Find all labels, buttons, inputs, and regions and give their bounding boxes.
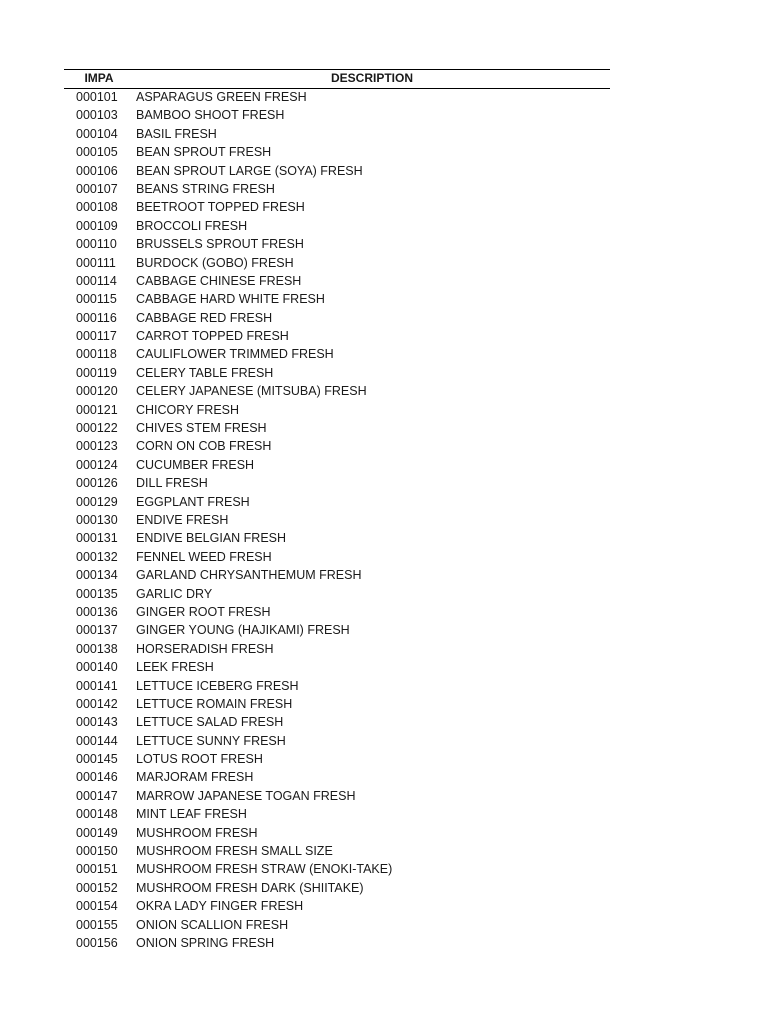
item-description: ONION SCALLION FRESH (136, 917, 289, 932)
item-description: ENDIVE FRESH (136, 512, 229, 527)
impa-code: 000141 (76, 678, 118, 693)
table-row (64, 733, 610, 751)
impa-code: 000105 (76, 145, 118, 160)
table-row (64, 604, 610, 622)
impa-code: 000142 (76, 696, 118, 711)
table-row (64, 438, 610, 456)
impa-code: 000147 (76, 788, 118, 803)
item-description: LETTUCE ROMAIN FRESH (136, 696, 293, 711)
table-row (64, 935, 610, 953)
impa-code: 000124 (76, 457, 118, 472)
impa-code: 000106 (76, 163, 118, 178)
table-row (64, 678, 610, 696)
table-row (64, 549, 610, 567)
item-description: LETTUCE ICEBERG FRESH (136, 678, 299, 693)
table-row (64, 273, 610, 291)
item-description: CELERY JAPANESE (MITSUBA) FRESH (136, 384, 367, 399)
item-description: LETTUCE SUNNY FRESH (136, 733, 286, 748)
table-row (64, 861, 610, 879)
item-description: ONION SPRING FRESH (136, 935, 275, 950)
impa-code: 000126 (76, 476, 118, 491)
item-description: MUSHROOM FRESH (136, 825, 258, 840)
table-row (64, 586, 610, 604)
item-description: MUSHROOM FRESH SMALL SIZE (136, 844, 333, 859)
table-row (64, 622, 610, 640)
table-row (64, 530, 610, 548)
impa-code: 000117 (76, 329, 117, 344)
table-row (64, 898, 610, 916)
table-row (64, 144, 610, 162)
impa-code: 000103 (76, 108, 118, 123)
item-description: BURDOCK (GOBO) FRESH (136, 255, 294, 270)
impa-code: 000114 (76, 273, 117, 288)
impa-code: 000116 (76, 310, 117, 325)
item-description: GARLAND CHRYSANTHEMUM FRESH (136, 568, 362, 583)
item-description: BEETROOT TOPPED FRESH (136, 200, 305, 215)
impa-code: 000150 (76, 844, 118, 859)
item-description: BEAN SPROUT FRESH (136, 145, 272, 160)
table-row (64, 107, 610, 125)
table-row (64, 218, 610, 236)
item-description: ASPARAGUS GREEN FRESH (136, 90, 307, 104)
table-row (64, 714, 610, 732)
item-description: MARJORAM FRESH (136, 770, 254, 785)
table-row (64, 163, 610, 181)
table-row (64, 126, 610, 144)
impa-code: 000156 (76, 935, 118, 950)
table-row (64, 494, 610, 512)
impa-code: 000143 (76, 715, 118, 730)
table-row (64, 696, 610, 714)
item-description: MINT LEAF FRESH (136, 807, 247, 822)
item-description: BEANS STRING FRESH (136, 181, 275, 196)
table-row (64, 310, 610, 328)
item-description: CUCUMBER FRESH (136, 457, 255, 472)
impa-code: 000123 (76, 439, 118, 454)
impa-code: 000135 (76, 586, 118, 601)
item-description: CABBAGE HARD WHITE FRESH (136, 292, 325, 307)
impa-code: 000154 (76, 899, 118, 914)
item-description: BAMBOO SHOOT FRESH (136, 108, 285, 123)
table-row (64, 255, 610, 273)
impa-code: 000137 (76, 623, 118, 638)
impa-code: 000119 (76, 365, 117, 380)
impa-code: 000120 (76, 384, 118, 399)
item-description: HORSERADISH FRESH (136, 641, 274, 656)
impa-code: 000134 (76, 568, 118, 583)
impa-code: 000107 (76, 181, 118, 196)
table-row (64, 181, 610, 199)
table-row (64, 346, 610, 364)
impa-code: 000151 (76, 862, 118, 877)
item-description: BRUSSELS SPROUT FRESH (136, 237, 304, 252)
header-description: DESCRIPTION (330, 71, 413, 85)
impa-code: 000109 (76, 218, 118, 233)
impa-code: 000118 (76, 347, 117, 362)
item-description: DILL FRESH (136, 476, 208, 491)
table-row (64, 89, 610, 107)
item-description: GINGER YOUNG (HAJIKAMI) FRESH (136, 623, 350, 638)
table-row (64, 641, 610, 659)
table-row (64, 383, 610, 401)
table-header (64, 69, 610, 89)
table-row (64, 291, 610, 309)
table-row (64, 659, 610, 677)
item-description: CHIVES STEM FRESH (136, 421, 267, 436)
item-description: LOTUS ROOT FRESH (136, 752, 263, 767)
item-description: CABBAGE CHINESE FRESH (136, 273, 302, 288)
impa-code: 000138 (76, 641, 118, 656)
impa-code: 000104 (76, 126, 118, 141)
table-row (64, 880, 610, 898)
item-description: CELERY TABLE FRESH (136, 365, 274, 380)
impa-code: 000101 (76, 90, 118, 104)
item-description: CORN ON COB FRESH (136, 439, 272, 454)
header-impa: IMPA (84, 71, 114, 85)
table-row (64, 236, 610, 254)
table-row (64, 402, 610, 420)
impa-code: 000132 (76, 549, 118, 564)
table-row (64, 751, 610, 769)
item-description: MARROW JAPANESE TOGAN FRESH (136, 788, 356, 803)
item-description: LETTUCE SALAD FRESH (136, 715, 284, 730)
table-row (64, 806, 610, 824)
impa-code: 000110 (76, 237, 117, 252)
impa-code: 000122 (76, 421, 118, 436)
impa-code: 000145 (76, 752, 118, 767)
item-description: CAULIFLOWER TRIMMED FRESH (136, 347, 334, 362)
impa-code: 000140 (76, 660, 118, 675)
impa-code: 000149 (76, 825, 118, 840)
impa-code: 000148 (76, 807, 118, 822)
table-body (64, 89, 610, 953)
item-description: LEEK FRESH (136, 660, 214, 675)
item-description: BASIL FRESH (136, 126, 217, 141)
item-description: BEAN SPROUT LARGE (SOYA) FRESH (136, 163, 363, 178)
item-description: FENNEL WEED FRESH (136, 549, 272, 564)
table-row (64, 825, 610, 843)
impa-code: 000146 (76, 770, 118, 785)
item-description: CARROT TOPPED FRESH (136, 329, 289, 344)
impa-code: 000136 (76, 604, 118, 619)
item-description: BROCCOLI FRESH (136, 218, 248, 233)
item-description: ENDIVE BELGIAN FRESH (136, 531, 287, 546)
item-description: EGGPLANT FRESH (136, 494, 250, 509)
impa-code: 000111 (76, 255, 116, 270)
table-row (64, 365, 610, 383)
table-row (64, 512, 610, 530)
table-row (64, 328, 610, 346)
table-row (64, 475, 610, 493)
item-description: GINGER ROOT FRESH (136, 604, 271, 619)
item-description: CABBAGE RED FRESH (136, 310, 273, 325)
impa-code: 000130 (76, 512, 118, 527)
impa-code: 000121 (76, 402, 118, 417)
table-row (64, 788, 610, 806)
impa-code: 000115 (76, 292, 117, 307)
table-row (64, 420, 610, 438)
impa-code: 000155 (76, 917, 118, 932)
impa-code: 000144 (76, 733, 118, 748)
impa-code: 000129 (76, 494, 118, 509)
table-row (64, 917, 610, 935)
item-description: MUSHROOM FRESH DARK (SHIITAKE) (136, 880, 364, 895)
impa-code: 000131 (76, 531, 118, 546)
table-row (64, 843, 610, 861)
impa-code: 000108 (76, 200, 118, 215)
table-row (64, 199, 610, 217)
impa-code: 000152 (76, 880, 118, 895)
item-description: GARLIC DRY (136, 586, 213, 601)
table-row (64, 567, 610, 585)
table-row (64, 769, 610, 787)
item-description: MUSHROOM FRESH STRAW (ENOKI-TAKE) (136, 862, 393, 877)
item-description: OKRA LADY FINGER FRESH (136, 899, 304, 914)
table-row (64, 457, 610, 475)
item-description: CHICORY FRESH (136, 402, 240, 417)
impa-table (64, 69, 610, 953)
